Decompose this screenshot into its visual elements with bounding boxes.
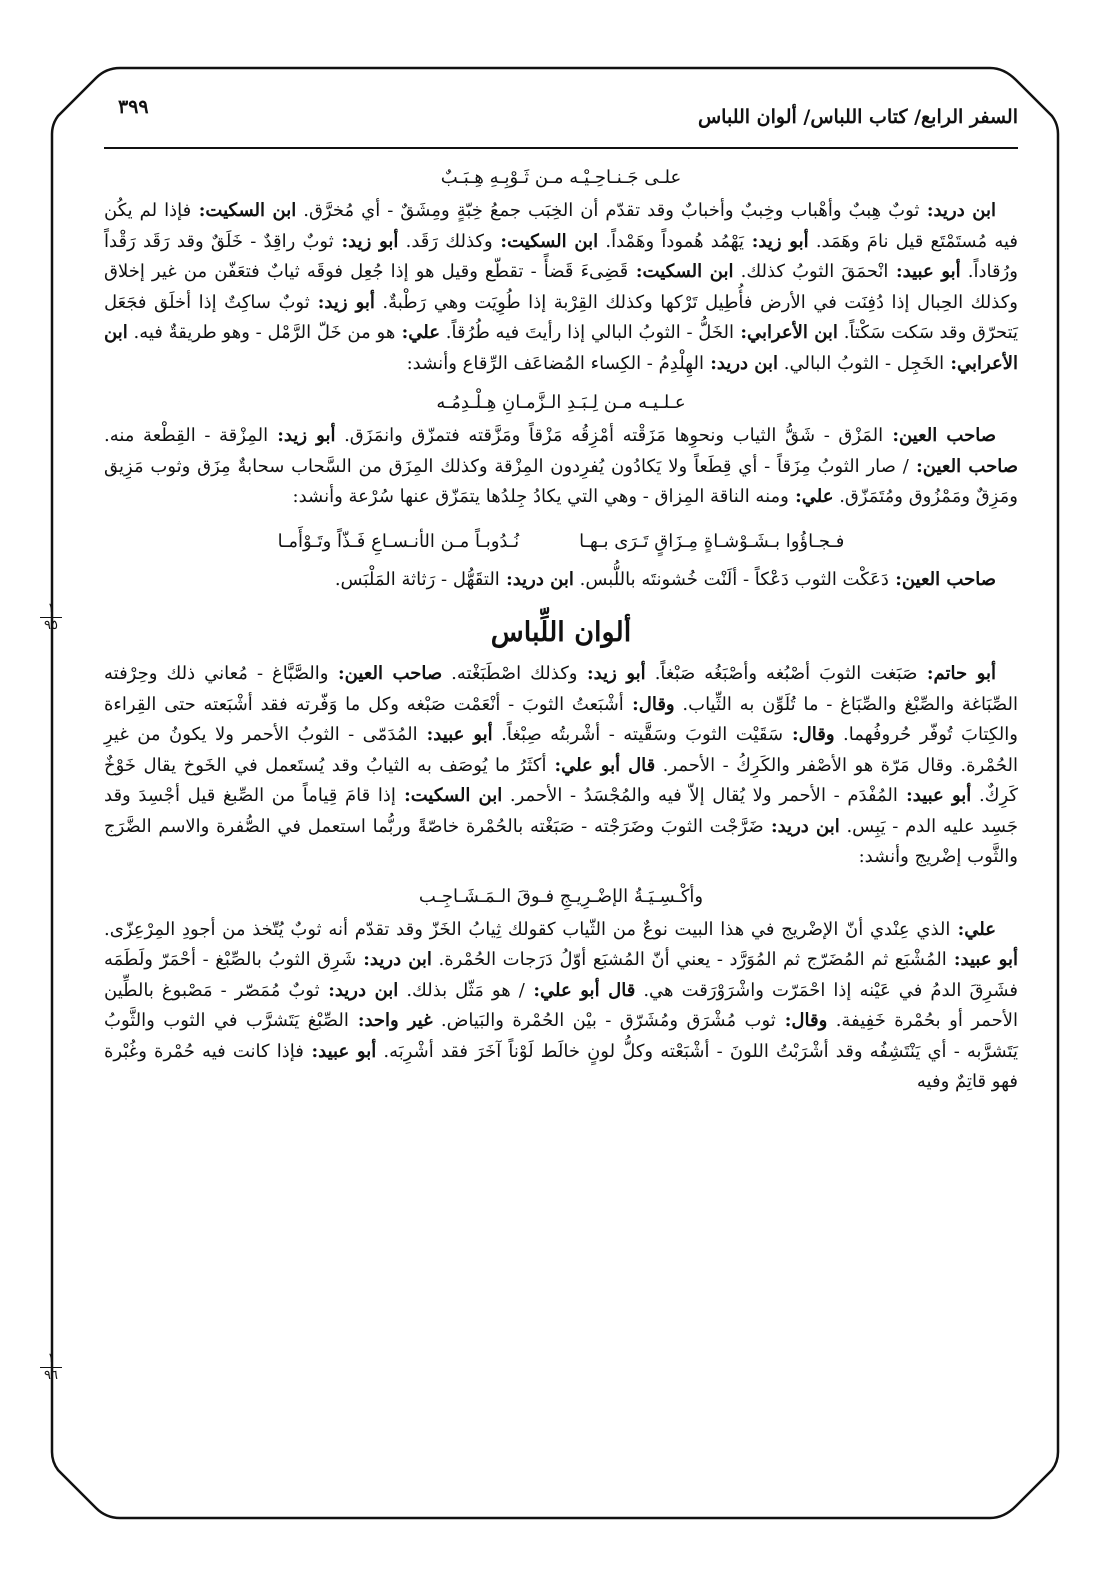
text-run: وكذلك اصْطَبَغْته. — [442, 663, 578, 684]
source-name: ابن السكيت: — [395, 785, 503, 806]
source-name: صاحب العين: — [908, 455, 1018, 477]
text-paragraph — [104, 421, 1018, 513]
source-name: صاحب العين: — [328, 663, 443, 684]
source-name: ابن دريد: — [763, 815, 840, 837]
source-name: أبو زيد: — [743, 230, 809, 252]
text-run: يَهْمُد هُموداً وهَمْداً. — [598, 230, 744, 252]
text-paragraph — [104, 565, 1018, 596]
source-name: صاحب العين: — [888, 568, 996, 590]
text-run: / صار الثوبُ مِزَقاً - أي قِطَعاً ولا يَكادُون يُفرِدون المِزْقة وكذلك المِزَق من السَّحاب سحابةٌ مِزَق وثوب مَزِيق ومَزِقٌ ومَمْزُوق ومُتَمَزّق. — [104, 455, 1018, 507]
margin-note: ١ ٩٦ — [40, 1352, 62, 1383]
text-run: إذا قامَ قِياماً من الصِّبغ قيل أجْسِدَ وقد جَسِد عليه الدم - يَبِس. — [104, 785, 1019, 837]
source-name: قال أبو علي: — [524, 979, 636, 1001]
header-rule — [104, 147, 1018, 149]
section-title: ألوان اللِّباس — [490, 617, 632, 648]
text-run: هو من خَلّ الرَّمْل - وهو طريقةٌ فيه. — [127, 322, 396, 343]
text-run: الهِلْدِمُ - الكِساء المُضاعَف الرِّقاع وأنشد: — [406, 352, 704, 374]
text-run: ضَرَّجْت الثوبَ وضَرَجْته - صَبَغْته بالحُمْرة خاصّةً وربُّما استعمل في الصُّفرة والاسم الضَّرَج والثَّوب إضْريج وأنشد: — [104, 815, 1018, 867]
source-name: وقال: — [775, 1010, 828, 1031]
source-name: صاحب العين: — [883, 425, 996, 446]
text-run: / هو مَثّل بذلك. — [398, 979, 525, 1001]
text-run: والصَّبَّاغ - مُعاني ذلك وحِرْفته الصِّبَاغة والصِّبْغ والصِّبَاغ - ما تُلَوِّن به الثِّياب. — [104, 663, 1018, 715]
text-run: وكذلك رَقَد. — [398, 230, 493, 252]
source-name: ابن دريد: — [919, 200, 996, 221]
text-run: شَرِق الثوبُ بالصِّبْغ - أحْمَرّ ولَطَمَه فشَرِقَ الدمُ في عَيْنه إذا احْمَرّت واشْرَوْرَقت هي. — [104, 949, 1019, 1001]
source-name: ابن الأعرابي: — [104, 322, 1018, 374]
source-name: أبو عبيد: — [303, 1040, 377, 1062]
text-run: فإذا كانت فيه حُمْرة وغُبْرة فهو قاتِمٌ وفيه — [104, 1040, 1018, 1092]
hemistich-first: فـجـاؤُوا بـشَـوْشـاةٍ مِـزَاقٍ تَـرَى بـهـا — [579, 530, 845, 552]
source-name: قال أبو علي: — [546, 754, 656, 776]
poetry-couplet — [104, 519, 1018, 565]
source-name: أبو عبيد: — [897, 785, 972, 806]
source-name: علي: — [788, 486, 834, 507]
source-name: ابن دريد: — [319, 979, 399, 1001]
source-name: أبو زيد: — [268, 425, 336, 446]
source-name: ابن السكيت: — [191, 200, 297, 221]
page-number: ٣٩٩ — [118, 96, 149, 118]
margin-note: ١ ٩٥ — [40, 602, 62, 633]
text-run: سَقَيْت الثوبَ وسَقَّيته - أشْربتُه صِبْغاً. — [492, 724, 784, 745]
source-name: أبو عبيد: — [417, 724, 493, 745]
text-run: الخَجِل - الثوبُ البالي. — [778, 352, 945, 374]
source-name: وقال: — [783, 724, 835, 745]
source-name: ابن دريد: — [356, 949, 432, 970]
source-name: ابن دريد: — [499, 568, 574, 590]
text-run: أشْبَعتُ الثوبَ - أنْعَمْت صَبْغه وكل ما وَفّرته فقد أشْبَعته حتى القِراءة والكِتابَ تُوفّر حُروفُهما. — [104, 693, 1018, 745]
text-run: ومنه الناقة المِزاق - وهي التي يكادُ جِلدُها يتمَزّق عنها سُرْعة وأنشد: — [292, 486, 789, 507]
text-run: ثوب مُشْرَق ومُشَرّق - بيْن الحُمْرة والبَياض. — [432, 1010, 776, 1031]
text-run: ثوبٌ راقِدٌ - خَلَقٌ وقد رَقَد رَقْداً ورُقاداً. — [104, 230, 1018, 282]
text-run: الصِّبْغ يَتَشرَّب في الثوب والثَّوبُ يَتَشرَّبه - أي يَنْتَشِفُه وقد أشْرَبْتُ اللونَ - أشْبَعْته وكلُّ لونٍ خالَط لَوْناً آخَرَ فقد أشْرِبَه. — [104, 1010, 1018, 1062]
text-run: المُدَمّى - الثوبُ الأحمر ولا يكونُ من غيرِ الحُمْرة. وقال مَرّة هو الأصْفر والكَرِكُ - الأحمر. — [104, 724, 1019, 776]
text-run: قَضِىءَ قَضأً - تقطّع وقيل هو إذا جُعِل فوقَه ثيابٌ فتعَفّن من غير إخلاق وكذلك الحِبال إذا دُفِنَت في الأرض فأُطِيل تَرْكها وكذلك القِرْبة إذا طُوِيَت وهي رَطْبةٌ. — [104, 261, 1019, 313]
text-paragraph — [104, 196, 1018, 379]
source-name: غير واحد: — [348, 1010, 433, 1031]
text-paragraph — [104, 659, 1018, 873]
text-run: أكثَرُ ما يُوصَف به الثيابُ وقد يُستَعمل في الخَوخ يقال خَوْخٌ كَرِكٌ. — [104, 754, 1018, 806]
text-run: صَبَغت الثوبَ أصْبُغه وأصْبَغُه صَبْغاً. — [645, 663, 918, 684]
page-header — [104, 92, 1018, 144]
source-name: ابن الأعرابي: — [734, 322, 838, 343]
page-body — [104, 160, 1018, 1104]
source-name: علي: — [395, 322, 440, 343]
text-run: ثوبٌ مُمَصّر - مَصْبوغ بالطِّين الأحمر أو بحُمْرة خَفِيفة. — [104, 979, 1018, 1031]
text-run: المَزْق - شَقُّ الثياب ونحوِها مَزَقْته أمْزِقُه مَزْقاً ومَزَّقته فتمزّق وانمَزَق. — [335, 425, 884, 446]
source-name: وقال: — [623, 693, 675, 715]
text-run: فإذا لم يكُن فيه مُستَمْتَع قيل نامَ وهَمَد. — [104, 200, 1019, 252]
text-run: الذي عِنْدي أنّ الإضْريج في هذا البيت نوعٌ من الثّياب كقولك ثِيابُ الخَزّ وقد تقدّم أنه ثوبٌ يُتّخذ من أجودِ المِرْعِزّى. — [104, 918, 951, 940]
text-run: المُفْدَم - الأحمر ولا يُقال إلاّ فيه والمُجْسَدُ - الأحمر. — [502, 785, 898, 806]
source-name: علي: — [950, 918, 996, 940]
source-name: ابن دريد: — [703, 352, 779, 374]
source-name: ابن السكيت: — [628, 261, 734, 282]
text-run: انْحمَقَ الثوبُ كذلك. — [733, 261, 889, 282]
poetry-verse: وأكْـسِـيَـةُ الإضْـرِيـجِ فـوقَ الـمَـشَـاجِـب — [418, 885, 704, 907]
poetry-verse: عـلـيـه مـن لِـبَـدِ الـزَّمـانِ هِـلْـدِمُـه — [436, 392, 686, 413]
source-name: ابن السكيت: — [492, 230, 599, 252]
text-run: دَعَكْت الثوب دَعْكاً - ألَنْت خُشونتَه باللُّبس. — [573, 568, 889, 590]
source-name: أبو عبيد: — [888, 261, 961, 282]
text-run: ثوبٌ هِببٌ وأهْباب وخِببٌ وأخبابٌ وقد تقدّم أن الخِبَب جمعُ خِبّةٍ ومِشَقٌ - أي مُخرَّق. — [296, 200, 920, 221]
text-run: التقَهُّل - رَثاثة المَلْبَس. — [334, 568, 500, 590]
source-name: أبو زيد: — [333, 230, 399, 252]
running-title: السفر الرابع/ كتاب اللباس/ ألوان اللباس — [697, 106, 1018, 128]
text-run: المِزْقة - القِطْعة منه. — [104, 425, 269, 446]
source-name: أبو حاتم: — [917, 663, 997, 684]
text-run: المُشْبَع ثم المُضَرّج ثم المُوَرَّد - يعني أنّ المُشبَع أوّلُ دَرَجات الحُمْرة. — [431, 949, 947, 970]
text-paragraph — [104, 915, 1018, 1098]
text-run: الخَلُّ - الثوبُ البالي إذا رأيتَ فيه طُرُقاً. — [439, 322, 735, 343]
text-run: ثوبٌ ساكِتٌ إذا أخلَق فجَعَل يَتحرّق وقد سَكت سَكْتاً. — [104, 291, 1019, 343]
source-name: أبو زيد: — [577, 663, 646, 684]
hemistich-second: نُـدُوبـاً مـن الأنـسـاعِ فَـذّاً وتَـوْأَمـا — [277, 530, 520, 552]
source-name: أبو زيد: — [309, 291, 375, 313]
poetry-verse: علـى جَـنـاحِـيْـه مـن ثَـوْبِـهِ هِـبَـبٌ — [440, 167, 682, 188]
source-name: أبو عبيد: — [946, 949, 1018, 970]
